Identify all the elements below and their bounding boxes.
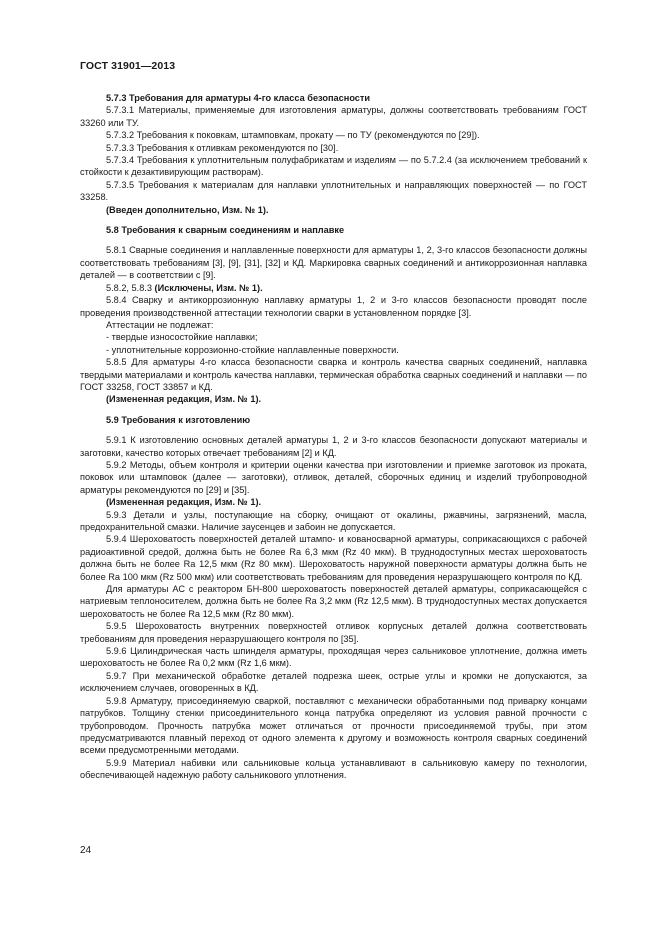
paragraph: 5.7.3.2 Требования к поковкам, штамповкам, прокату — по ТУ (рекомендуются по [29]). (106, 130, 480, 141)
paragraph: 5.9.2 Методы, объем контроля и критерии оценки качества при изготовлении и приемке заготовок из проката, поковок или штамповок (далее — заготовки), отливок, деталей, сборочных единиц и изделий трубопроводной арматуры рекомендуются по [29] и [35]. (80, 459, 587, 495)
paragraph (80, 282, 587, 294)
section-heading: 5.8 Требования к сварным соединениям и наплавке (106, 225, 345, 236)
amendment-note: (Измененная редакция, Изм. № 1). (106, 394, 262, 405)
list-item: - твердые износостойкие наплавки; (106, 332, 258, 343)
document-body (80, 92, 587, 782)
paragraph: 5.9.3 Детали и узлы, поступающие на сборку, очищают от окалины, ржавчины, загрязнений, масла, предохранительной смазки. Наличие заусенцев и забоин не допускается. (80, 509, 587, 532)
paragraph: 5.9.7 При механической обработке деталей подрезка шеек, острые углы и кромки не допускаются, за исключением случаев, оговоренных в КД. (80, 670, 587, 694)
excluded-note: (Исключены, Изм. № 1). (154, 282, 263, 293)
paragraph: Аттестации не подлежат: (106, 319, 214, 330)
paragraph: 5.8.5 Для арматуры 4-го класса безопасности сварка и контроль качества сварных соединений, наплавка твердыми материалами и контроль качества наплавки, термическая обработка сварных соединений и наплавки — по ГОСТ 33258, ГОСТ 33857 и КД. (80, 357, 587, 392)
section-heading: 5.9 Требования к изготовлению (106, 414, 251, 425)
paragraph: Для арматуры АС с реактором БН-800 шероховатость поверхностей деталей арматуры, соприкасающейся с натриевым теплоносителем, должна быть не более Rа 3,2 мкм (Rz 12,5 мкм). В труднодоступных местах допускается шероховатость не более Rа 12,5 мкм (Rz 80 мкм). (80, 584, 587, 619)
paragraph: 5.7.3.3 Требования к отливкам рекомендуются по [30]. (106, 142, 339, 153)
paragraph: 5.8.1 Сварные соединения и наплавленные поверхности для арматуры 1, 2, 3-го классов безопасности должны соответствовать требованиям [3], [9], [31], [32] и КД. Маркировка сварных соединений и антикоррозионная наплавка деталей — в соответствии с [9]. (80, 245, 587, 281)
paragraph: 5.9.4 Шероховатость поверхностей деталей штампо- и кованосварной арматуры, соприкасающихся с рабочей радиоактивной средой, должна быть не более Rа 6,3 мкм (Rz 40 мкм). В труднодоступных местах шероховатость должна быть не более Rа 12,5 мкм (Rz 80 мкм). Шероховатость наружной поверхности арматуры должна быть не более Rа 100 мкм (Rz 500 мкм) или соответствовать требованиям для проведения неразрушающего контроля по КД. (80, 534, 587, 582)
paragraph: 5.9.5 Шероховатость внутренних поверхностей отливок корпусных деталей должна соответствовать требованиям для проведения неразрушающего контроля по [35]. (80, 621, 587, 644)
paragraph: 5.9.1 К изготовлению основных деталей арматуры 1, 2 и 3-го классов безопасности допускают материалы и заготовки, качество которых отвечает требованиям [2] и КД. (80, 435, 587, 458)
paragraph-number: 5.8.2, 5.8.3 (106, 282, 155, 293)
paragraph: 5.9.6 Цилиндрическая часть шпинделя арматуры, проходящая через сальниковое уплотнение, должна иметь шероховатость не более Rа 0,2 мкм (Rz 1,6 мкм). (80, 646, 587, 669)
list-item: - уплотнительные коррозионно-стойкие наплавленные поверхности. (106, 344, 399, 355)
paragraph: 5.7.3.4 Требования к уплотнительным полуфабрикатам и изделиям — по 5.7.2.4 (за исключением требований к стойкости к дезактивирующим растворам). (80, 155, 587, 178)
page-number: 24 (80, 845, 92, 856)
paragraph: 5.9.8 Арматуру, присоединяемую сваркой, поставляют с механически обработанными под приварку концами патрубков. Толщину стенки присоединительного конца патрубка определяют из условия равной прочности с трубопроводом. Прочность патрубка может отличаться от прочности присоединяемой трубы, при этом предусматриваются плавный переход от одного элемента к другому и возможность контроля сварных соединений всеми предусмотренными методами. (80, 695, 587, 756)
paragraph: 5.7.3.5 Требования к материалам для наплавки уплотнительных и направляющих поверхностей — по ГОСТ 33258. (80, 179, 587, 203)
paragraph: 5.8.4 Сварку и антикоррозионную наплавку арматуры 1, 2 и 3-го классов безопасности проводят после проведения производственной аттестации технологии сварки в установленном порядке [3]. (80, 295, 587, 318)
paragraph: 5.7.3.1 Материалы, применяемые для изготовления арматуры, должны соответствовать требованиям ГОСТ 33260 или ТУ. (80, 105, 587, 128)
paragraph: 5.9.9 Материал набивки или сальниковые кольца устанавливают в сальниковую камеру по технологии, обеспечивающей надежную работу сальникового уплотнения. (80, 757, 587, 781)
section-heading: 5.7.3 Требования для арматуры 4-го класса безопасности (106, 93, 371, 103)
amendment-note: (Введен дополнительно, Изм. № 1). (106, 204, 269, 215)
amendment-note: (Измененная редакция, Изм. № 1). (106, 497, 262, 508)
document-header: ГОСТ 31901—2013 (80, 60, 176, 72)
